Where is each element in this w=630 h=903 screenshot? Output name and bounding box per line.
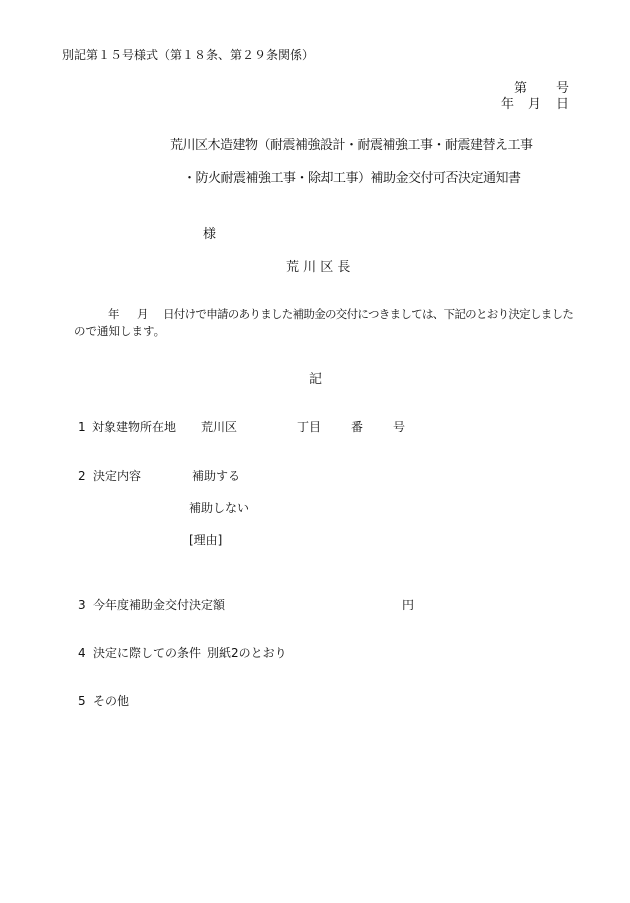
body-text-line1: 日付けで申請のありました補助金の交付につきましては、下記のとおり決定しました	[163, 307, 574, 321]
item1-go: 号	[393, 420, 406, 434]
addressee-honorific: 様	[203, 227, 217, 242]
item2-reason-label: [理由]	[189, 533, 223, 547]
item5-label: その他	[93, 694, 130, 708]
date-day-label: 日	[556, 97, 570, 112]
document-number-prefix: 第	[514, 81, 528, 96]
item1-label: 対象建物所在地	[92, 420, 177, 434]
item1-ward: 荒川区	[201, 420, 238, 434]
item1-ban: 番	[351, 420, 364, 434]
date-year-label: 年	[501, 97, 515, 112]
item2-option-approve: 補助する	[192, 469, 241, 483]
item3-number: 3	[78, 598, 86, 612]
item4-number: 4	[78, 646, 86, 660]
body-year: 年	[108, 307, 120, 321]
item3-unit: 円	[402, 598, 415, 612]
date-month-label: 月	[528, 97, 542, 112]
form-reference: 別記第１５号様式（第１８条、第２９条関係）	[62, 48, 315, 62]
item2-option-deny: 補助しない	[189, 501, 250, 515]
ki-heading: 記	[309, 372, 323, 387]
item1-chome: 丁目	[297, 420, 322, 434]
body-text-line2: ので通知します。	[74, 324, 166, 338]
document-number-suffix: 号	[556, 81, 570, 96]
item4-label: 決定に際しての条件	[93, 646, 202, 660]
body-month: 月	[137, 307, 149, 321]
document-title-line2: ・防火耐震補強工事・除却工事）補助金交付可否決定通知書	[183, 171, 521, 186]
item4-value: 別紙2のとおり	[207, 646, 287, 660]
item2-number: 2	[78, 469, 86, 483]
item3-label: 今年度補助金交付決定額	[93, 598, 226, 612]
item5-number: 5	[78, 694, 86, 708]
sender-name: 荒 川 区 長	[286, 260, 351, 275]
item2-label: 決定内容	[93, 469, 142, 483]
item1-number: 1	[78, 420, 86, 434]
document-title-line1: 荒川区木造建物（耐震補強設計・耐震補強工事・耐震建替え工事	[170, 138, 533, 153]
